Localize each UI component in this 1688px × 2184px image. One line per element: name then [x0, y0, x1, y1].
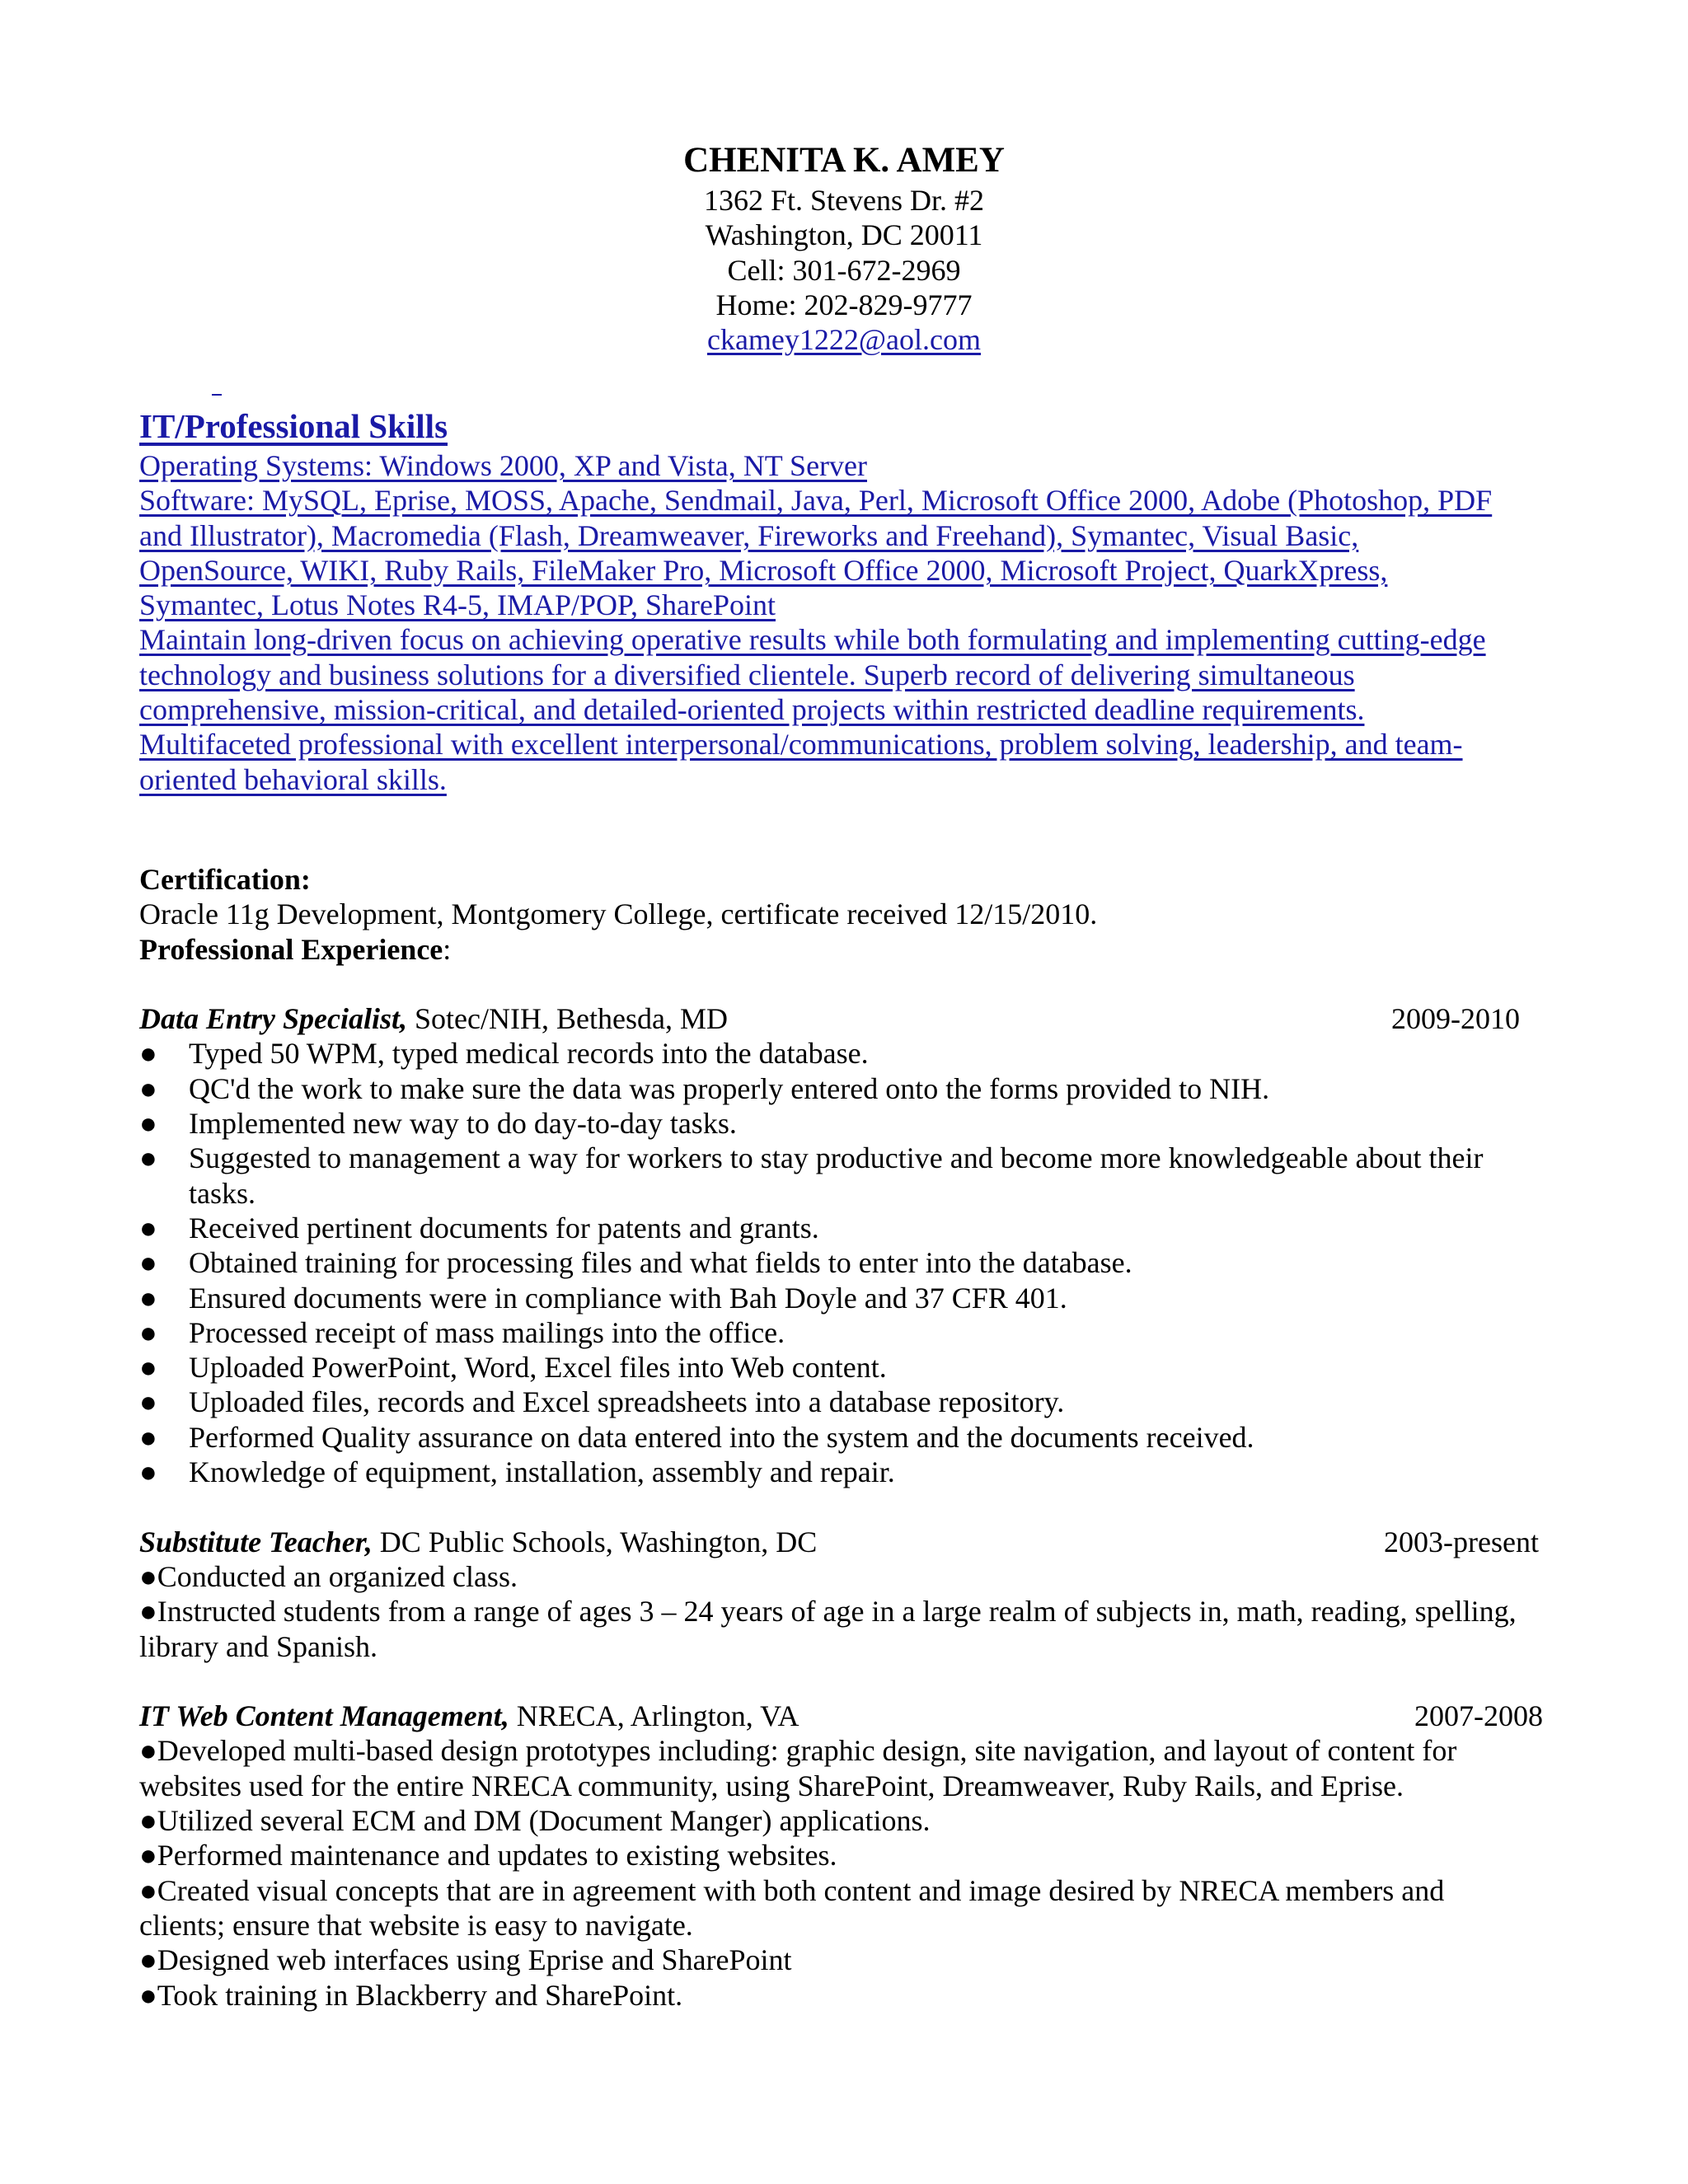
skills-line[interactable]: oriented behavioral skills.	[139, 762, 447, 796]
job-entry-substitute-teacher	[139, 1525, 1557, 1664]
list-item: ● Obtained training for processing files and what fields to enter into the database.	[139, 1246, 1132, 1280]
job-entry-web-content	[139, 1699, 1557, 2013]
job-dates: 2009-2010	[1391, 1002, 1520, 1036]
job-dates: 2003-present	[1384, 1525, 1539, 1558]
experience-heading: Professional Experience	[139, 932, 443, 966]
skills-heading[interactable]: IT/Professional Skills	[139, 407, 448, 445]
list-item: ● Implemented new way to do day-to-day tasks.	[139, 1107, 737, 1141]
list-item: ●Performed maintenance and updates to existing websites.	[139, 1839, 837, 1872]
certification-text: Oracle 11g Development, Montgomery College, certificate received 12/15/2010.	[139, 898, 1098, 931]
bullet-icon: ●	[139, 1281, 157, 1315]
candidate-name: CHENITA K. AMEY	[683, 141, 1005, 180]
bullet-icon: ●	[139, 1107, 157, 1141]
job-entry-data-entry	[139, 1001, 1557, 1489]
bullet-icon: ●	[139, 1420, 157, 1454]
skills-line[interactable]: and Illustrator), Macromedia (Flash, Dreamweaver, Fireworks and Freehand), Symantec, Visual Basic,	[139, 518, 1359, 552]
list-item: ● Ensured documents were in compliance with Bah Doyle and 37 CFR 401.	[139, 1281, 1067, 1315]
list-item: ● Typed 50 WPM, typed medical records into the database.	[139, 1037, 869, 1071]
job-title: Substitute Teacher,	[139, 1525, 373, 1558]
list-item: ●Created visual concepts that are in agreement with both content and image desired by NRECA members and clients; ensure that website is easy to navigate.	[139, 1873, 1445, 1942]
bullet-icon: ●	[139, 1455, 157, 1489]
list-item: ● Knowledge of equipment, installation, assembly and repair.	[139, 1455, 895, 1489]
skills-line[interactable]: Multifaceted professional with excellent interpersonal/communications, problem solving, leadership, and team-	[139, 728, 1463, 762]
list-item: ● Uploaded files, records and Excel spreadsheets into a database repository.	[139, 1385, 1065, 1419]
address-line-1: 1362 Ft. Stevens Dr. #2	[703, 184, 984, 217]
bullet-icon: ●	[139, 1246, 157, 1280]
list-item: ●Instructed students from a range of ages 3 – 24 years of age in a large realm of subjects in, math, reading, spelling, library and Spanish.	[139, 1595, 1517, 1663]
skills-line[interactable]: OpenSource, WIKI, Ruby Rails, FileMaker Pro, Microsoft Office 2000, Microsoft Project, QuarkXpress,	[139, 553, 1388, 587]
cell-phone: Cell: 301-672-2969	[727, 253, 961, 287]
list-item: ● Performed Quality assurance on data entered into the system and the documents received.	[139, 1420, 1254, 1454]
bullet-icon: ●	[139, 1385, 157, 1419]
list-item: ● Received pertinent documents for patents and grants.	[139, 1211, 819, 1244]
list-item: ● QC'd the work to make sure the data was properly entered onto the forms provided to NIH.	[139, 1071, 1270, 1105]
skills-line[interactable]: Software: MySQL, Eprise, MOSS, Apache, Sendmail, Java, Perl, Microsoft Office 2000, Adobe (Photoshop, PDF	[139, 484, 1493, 518]
job-title: Data Entry Specialist,	[139, 1002, 408, 1036]
list-item: ●Conducted an organized class.	[139, 1559, 518, 1593]
list-item: ● Uploaded PowerPoint, Word, Excel files into Web content.	[139, 1351, 887, 1385]
certification-heading: Certification:	[139, 863, 311, 896]
experience-heading-colon: :	[443, 932, 452, 966]
resume-header	[0, 138, 1688, 357]
job-employer: DC Public Schools, Washington, DC	[372, 1525, 818, 1558]
list-item: ●Utilized several ECM and DM (Document Manger) applications.	[139, 1804, 931, 1838]
empty-hyperlink-mark	[212, 394, 222, 396]
job-dates: 2007-2008	[1414, 1699, 1543, 1733]
home-phone: Home: 202-829-9777	[715, 288, 973, 321]
address-line-2: Washington, DC 20011	[705, 218, 983, 252]
bullet-icon: ●	[139, 1211, 157, 1244]
list-item: ●Took training in Blackberry and SharePoint.	[139, 1978, 683, 2012]
bullet-icon: ●	[139, 1315, 157, 1349]
skills-section	[139, 404, 1557, 797]
bullet-icon: ●	[139, 1071, 157, 1105]
job-employer: Sotec/NIH, Bethesda, MD	[407, 1002, 728, 1036]
job-title: IT Web Content Management,	[139, 1699, 509, 1733]
skills-line[interactable]: Operating Systems: Windows 2000, XP and Vista, NT Server	[139, 449, 868, 482]
bullet-icon: ●	[139, 1141, 157, 1175]
email-link[interactable]: ckamey1222@aol.com	[706, 323, 982, 357]
bullet-icon: ●	[139, 1351, 157, 1385]
job-employer: NRECA, Arlington, VA	[509, 1699, 799, 1733]
list-item: ● Suggested to management a way for workers to stay productive and become more knowledgeable about their tasks.	[139, 1141, 1484, 1210]
list-item: ● Processed receipt of mass mailings into the office.	[139, 1315, 785, 1349]
list-item: ●Designed web interfaces using Eprise and SharePoint	[139, 1943, 792, 1977]
skills-line[interactable]: comprehensive, mission-critical, and detailed-oriented projects within restricted deadline requirements.	[139, 693, 1365, 727]
list-item: ●Developed multi-based design prototypes including: graphic design, site navigation, and layout of content for websites used for the entire NRECA community, using SharePoint, Dreamweaver, Ruby Rails, and Eprise.	[139, 1734, 1457, 1802]
bullet-icon: ●	[139, 1037, 157, 1071]
skills-line[interactable]: Symantec, Lotus Notes R4-5, IMAP/POP, SharePoint	[139, 588, 776, 622]
skills-line[interactable]: technology and business solutions for a diversified clientele. Superb record of delivering simultaneous	[139, 658, 1355, 691]
resume-body	[139, 862, 1557, 2013]
skills-line[interactable]: Maintain long-driven focus on achieving operative results while both formulating and implementing cutting-edge	[139, 623, 1486, 657]
